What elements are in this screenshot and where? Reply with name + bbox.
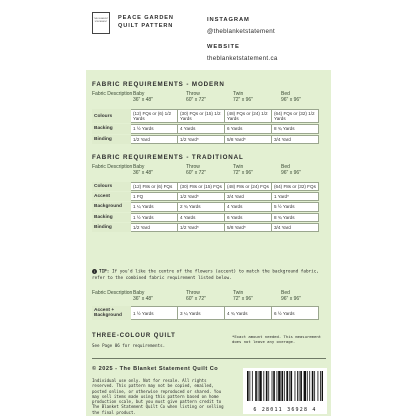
- pattern-back-cover: [86, 70, 331, 416]
- size-dimensions: 36" x 48": [133, 170, 153, 176]
- size-name: Twin: [233, 290, 244, 296]
- barcode-bar: [307, 371, 308, 401]
- size-column-throw: [186, 290, 206, 302]
- requirement-cell: 8 ¾ Yards: [272, 125, 319, 133]
- requirement-cell: 1/2 Yard*: [178, 193, 225, 201]
- size-dimensions: 96" x 96": [281, 97, 301, 103]
- barcode-number: 6 28011 36928 4: [253, 407, 317, 413]
- fabric-description-label: Fabric Description: [92, 290, 133, 296]
- table-row: [93, 203, 319, 211]
- requirement-cell: 4 Yards: [178, 125, 225, 133]
- size-dimensions: 72" x 96": [233, 170, 253, 176]
- size-dimensions: 72" x 96": [233, 296, 253, 302]
- row-label: Accent + Background: [93, 307, 131, 320]
- copyright-notice: © 2025 - The Blanket Statement Quilt Co: [92, 366, 219, 372]
- requirement-cell: 2 ¾ Yards: [178, 203, 225, 211]
- fabric-description-label: Fabric Description: [92, 164, 133, 170]
- barcode-bar: [263, 371, 264, 401]
- instagram-label: INSTAGRAM: [207, 17, 250, 23]
- upc-barcode: [243, 368, 327, 414]
- barcode-bar: [322, 371, 323, 401]
- row-label: Accent: [93, 193, 131, 201]
- requirement-cell: 1/2 Yard: [131, 223, 178, 231]
- size-name: Twin: [233, 91, 244, 97]
- requirement-cell: 1 ¼ Yards: [131, 203, 178, 211]
- requirement-cell: (12) F8s or (6) FQs: [131, 183, 178, 191]
- three-colour-title: THREE-COLOUR QUILT: [92, 333, 176, 339]
- barcode-bar: [247, 371, 249, 401]
- requirement-cell: (64) FQs or (32) 1/2 Yards: [272, 110, 319, 123]
- barcode-bars: [247, 371, 323, 405]
- requirement-cell: 4 ¾ Yards: [225, 307, 272, 320]
- three-colour-note: See Page 06 for requirements.: [92, 343, 166, 348]
- row-label: Colours: [93, 110, 131, 123]
- section-divider: [92, 358, 326, 359]
- modern-column-headers: [86, 91, 331, 105]
- barcode-bar: [304, 371, 306, 401]
- barcode-bar: [295, 371, 296, 401]
- size-name: Baby: [133, 91, 145, 97]
- barcode-bar: [318, 371, 319, 401]
- barcode-bar: [272, 371, 273, 401]
- traditional-section-title: FABRIC REQUIREMENTS - TRADITIONAL: [92, 154, 244, 161]
- barcode-bar: [297, 371, 298, 401]
- tip-text: If you'd like the centre of the flowers (accent) to match the background fabric, refer to the combined fabric requirement listed below.: [92, 269, 319, 281]
- requirement-cell: 6 ½ Yards: [272, 307, 319, 320]
- table-row: [93, 213, 319, 221]
- size-column-twin: [233, 164, 253, 176]
- size-column-bed: [281, 290, 301, 302]
- size-dimensions: 36" x 48": [133, 296, 153, 302]
- size-name: Bed: [281, 164, 290, 170]
- size-dimensions: 36" x 48": [133, 97, 153, 103]
- barcode-bar: [284, 371, 285, 401]
- barcode-bar: [252, 371, 253, 401]
- size-dimensions: 96" x 96": [281, 296, 301, 302]
- usage-terms: Individual use only. Not for resale. All rights reserved. This pattern may not be copied, emailed, posted online, or otherwise reproduced or shared. You may sell items made using this pattern based on home production scale, but you must give pattern credit to The Blanket Statement Quilt Co when listing or selling the final product.: [92, 378, 224, 415]
- size-column-bed: [281, 164, 301, 176]
- modern-section-title: FABRIC REQUIREMENTS - MODERN: [92, 81, 225, 88]
- barcode-bar: [281, 371, 283, 401]
- pattern-name: PEACE GARDEN QUILT PATTERN: [118, 15, 174, 29]
- row-label: Binding: [93, 223, 131, 231]
- tip-label: TIP:: [99, 269, 110, 275]
- requirement-cell: 1 Yard*: [272, 193, 319, 201]
- size-name: Throw: [186, 91, 200, 97]
- size-name: Throw: [186, 290, 200, 296]
- requirement-cell: 5/8 Yard*: [225, 223, 272, 231]
- barcode-bar: [266, 371, 268, 401]
- barcode-bar: [258, 371, 259, 401]
- table-row: [93, 135, 319, 143]
- page-header: [0, 0, 416, 70]
- requirement-cell: 1 FQ: [131, 193, 178, 201]
- tip-note: [92, 269, 327, 282]
- row-label: Backing: [93, 125, 131, 133]
- barcode-bar: [299, 371, 300, 401]
- barcode-bar: [290, 371, 292, 401]
- size-column-baby: [133, 290, 153, 302]
- requirement-cell: 3/4 Yard: [272, 135, 319, 143]
- size-dimensions: 96" x 96": [281, 170, 301, 176]
- requirement-cell: (64) F8s or (32) FQs: [272, 183, 319, 191]
- website-label: WEBSITE: [207, 44, 240, 50]
- requirement-cell: 1 ½ Yards: [131, 125, 178, 133]
- barcode-bar: [314, 371, 315, 401]
- size-name: Bed: [281, 290, 290, 296]
- size-column-throw: [186, 91, 206, 103]
- requirement-cell: 1 ½ Yards: [131, 213, 178, 221]
- logo-text: THE BLANKET STATEMENT: [93, 18, 109, 23]
- barcode-bar: [268, 371, 269, 401]
- size-name: Twin: [233, 164, 244, 170]
- requirement-cell: 3/4 Yard: [225, 193, 272, 201]
- requirement-cell: 3 ¼ Yards: [178, 307, 225, 320]
- requirement-cell: 4 Yards: [178, 213, 225, 221]
- barcode-bar: [289, 371, 290, 401]
- barcode-bar: [273, 371, 275, 401]
- barcode-bar: [320, 371, 321, 401]
- barcode-bar: [278, 371, 280, 401]
- requirement-cell: 5 ½ Yards: [272, 203, 319, 211]
- size-dimensions: 72" x 96": [233, 97, 253, 103]
- size-dimensions: 60" x 72": [186, 170, 206, 176]
- size-column-bed: [281, 91, 301, 103]
- requirement-cell: 1/2 Yard*: [178, 135, 225, 143]
- modern-requirements-table: [92, 109, 319, 144]
- table-row: [93, 183, 319, 191]
- traditional-requirements-table: [92, 182, 319, 232]
- exclamation-icon: !: [93, 269, 96, 274]
- barcode-bar: [255, 371, 257, 401]
- row-label: Backing: [93, 213, 131, 221]
- requirement-cell: (48) F8s or (24) FQs: [225, 183, 272, 191]
- barcode-bar: [277, 371, 278, 401]
- barcode-bar: [286, 371, 288, 401]
- table-row: [93, 125, 319, 133]
- barcode-bar: [259, 371, 261, 401]
- requirement-cell: (30) F8s or (15) FQs: [178, 183, 225, 191]
- requirement-cell: (30) FQs or (15) 1/2 Yards: [178, 110, 225, 123]
- barcode-bar: [300, 371, 302, 401]
- combined-column-headers: [86, 290, 331, 304]
- size-name: Throw: [186, 164, 200, 170]
- size-dimensions: 60" x 72": [186, 97, 206, 103]
- size-name: Baby: [133, 164, 145, 170]
- brand-logo: [92, 12, 110, 34]
- traditional-column-headers: [86, 164, 331, 178]
- size-column-twin: [233, 91, 253, 103]
- requirement-cell: 6 Yards: [225, 125, 272, 133]
- requirement-cell: 1/2 Yard: [131, 135, 178, 143]
- requirement-cell: (48) FQs or (24) 1/2 Yards: [225, 110, 272, 123]
- fabric-description-label: Fabric Description: [92, 91, 133, 97]
- requirement-cell: 3/4 Yard: [272, 223, 319, 231]
- size-column-baby: [133, 164, 153, 176]
- requirement-cell: 1/2 Yard*: [178, 223, 225, 231]
- row-label: Colours: [93, 183, 131, 191]
- requirement-cell: (12) FQs or (6) 1/2 Yards: [131, 110, 178, 123]
- requirement-cell: 6 Yards: [225, 213, 272, 221]
- table-row: [93, 223, 319, 231]
- barcode-bar: [249, 371, 250, 401]
- requirement-cell: 5/8 Yard*: [225, 135, 272, 143]
- barcode-bar: [309, 371, 310, 401]
- size-dimensions: 60" x 72": [186, 296, 206, 302]
- instagram-handle: @theblanketstatement: [207, 28, 276, 35]
- exact-amount-footnote: *Exact amount needed. This measurement does not leave any overage.: [232, 334, 322, 344]
- table-row: [93, 193, 319, 201]
- size-column-throw: [186, 164, 206, 176]
- row-label: Binding: [93, 135, 131, 143]
- size-column-baby: [133, 91, 153, 103]
- row-label: Background: [93, 203, 131, 211]
- barcode-bar: [312, 371, 314, 401]
- requirement-cell: 4 Yards: [225, 203, 272, 211]
- combined-requirements-table: [92, 306, 319, 320]
- website-url: theblanketstatement.ca: [207, 55, 278, 62]
- table-row: [93, 307, 319, 320]
- size-name: Baby: [133, 290, 145, 296]
- requirement-cell: 8 ¾ Yards: [272, 213, 319, 221]
- requirement-cell: 1 ½ Yards: [131, 307, 178, 320]
- size-name: Bed: [281, 91, 290, 97]
- size-column-twin: [233, 290, 253, 302]
- table-row: [93, 110, 319, 123]
